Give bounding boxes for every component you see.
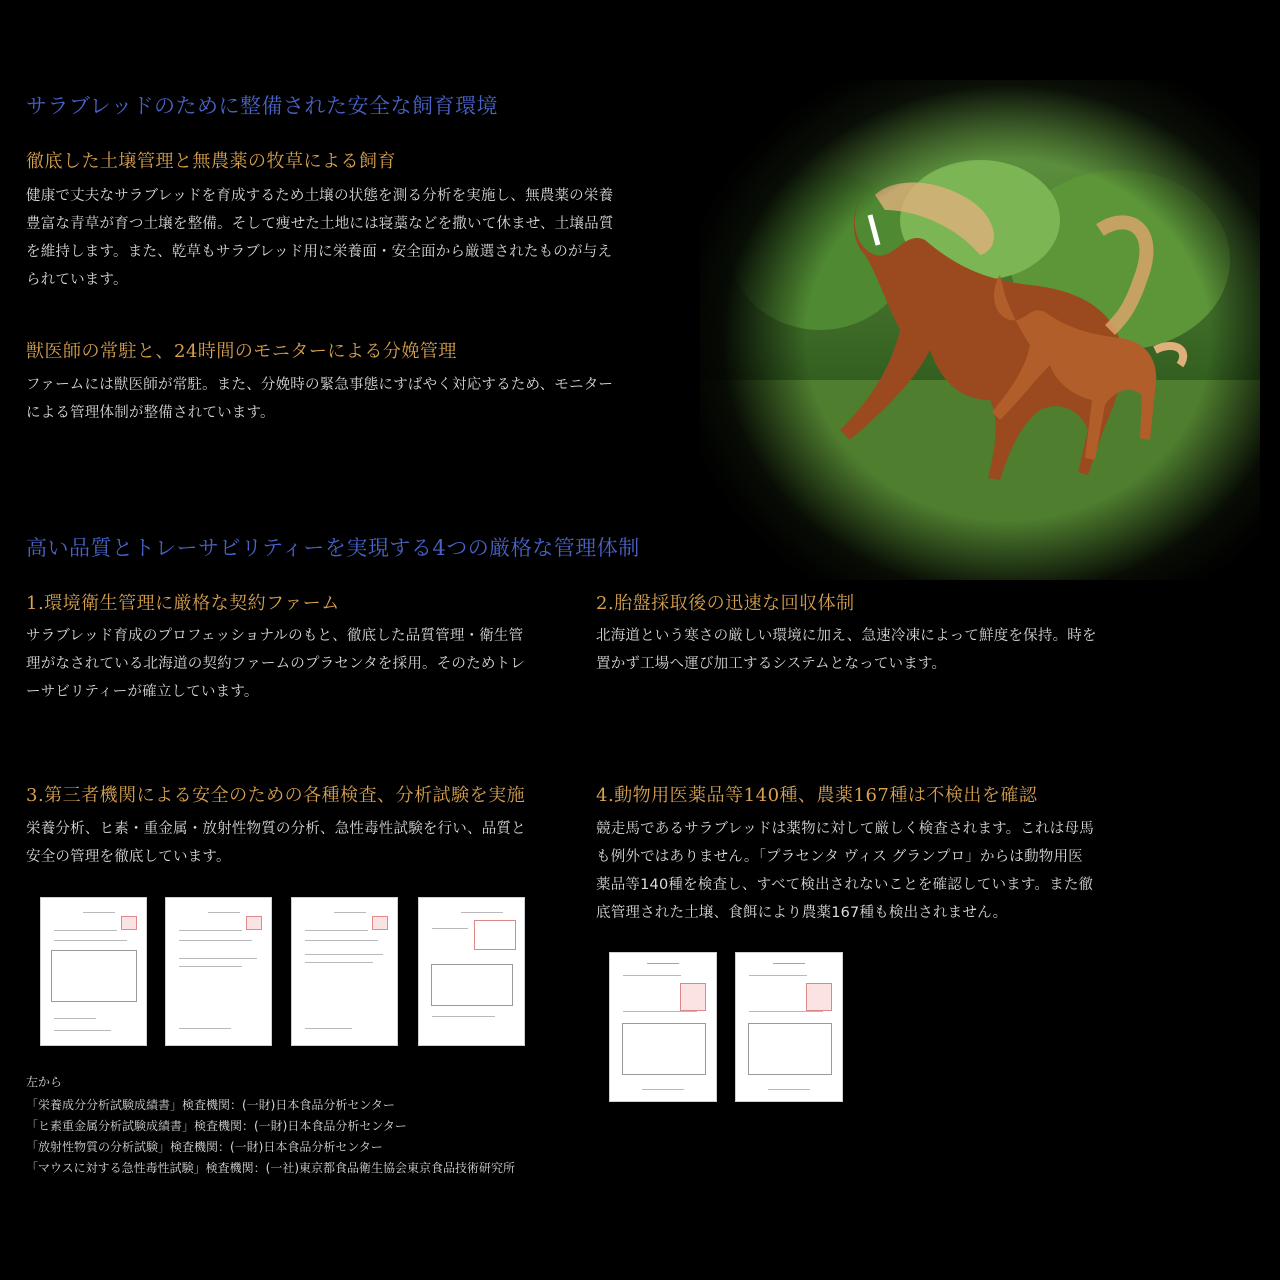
caption-line: 「マウスに対する急性毒性試験」検査機関：(一社)東京都食品衛生協会東京食品技術研究所: [26, 1161, 516, 1175]
text-line: による管理体制が整備されています。: [26, 405, 275, 421]
certificate-toxicity-thumbnail: [419, 898, 524, 1045]
horse-illustration: [700, 80, 1260, 580]
text-line: ファームには獣医師が常駐。また、分娩時の緊急事態にすばやく対応するため、モニター: [26, 377, 614, 393]
certificate-radioactive-thumbnail: [292, 898, 397, 1045]
text-line: 北海道という寒さの厳しい環境に加え、急速冷凍によって鮮度を保持。時を: [596, 628, 1097, 644]
text-line: を維持します。また、乾草もサラブレッド用に栄養面・安全面から厳選されたものが与え: [26, 244, 613, 260]
text-soil-management: [26, 182, 666, 294]
text-line: られています。: [26, 272, 128, 288]
section-title-environment: サラブレッドのために整備された安全な飼育環境: [26, 94, 498, 118]
heading-item-4: 4.動物用医薬品等140種、農薬167種は不検出を確認: [596, 785, 1038, 806]
text-item-3: [26, 815, 586, 871]
certificate-captions: [26, 1072, 626, 1179]
text-item-2: [596, 622, 1156, 678]
text-line: 底管理された土壌、食餌により農薬167種も検出されません。: [596, 905, 1008, 921]
text-line: 栄養分析、ヒ素・重金属・放射性物質の分析、急性毒性試験を行い、品質と: [26, 821, 526, 837]
section-title-quality: 高い品質とトレーサビリティーを実現する4つの厳格な管理体制: [26, 536, 640, 560]
text-vet-monitor: [26, 371, 666, 427]
text-item-4: [596, 815, 1156, 927]
heading-vet-monitor: 獣医師の常駐と、24時間のモニターによる分娩管理: [26, 341, 457, 362]
caption-intro: 左から: [26, 1075, 63, 1089]
text-line: 薬品等140種を検査し、すべて検出されないことを確認しています。また徹: [596, 877, 1094, 893]
text-line: も例外ではありません。「プラセンタ ヴィス グランプロ」からは動物用医: [596, 849, 1083, 865]
text-line: サラブレッド育成のプロフェッショナルのもと、徹底した品質管理・衛生管: [26, 628, 524, 644]
heading-item-1: 1.環境衛生管理に厳格な契約ファーム: [26, 593, 340, 614]
horse-photo: [700, 80, 1260, 580]
text-line: ーサビリティーが確立しています。: [26, 684, 259, 700]
text-line: 競走馬であるサラブレッドは薬物に対して厳しく検査されます。これは母馬: [596, 821, 1094, 837]
certificate-nutrition-thumbnail: [41, 898, 146, 1045]
text-line: 健康で丈夫なサラブレッドを育成するため土壌の状態を測る分析を実施し、無農薬の栄養: [26, 188, 614, 204]
certificate-arsenic-thumbnail: [166, 898, 271, 1045]
text-line: 理がなされている北海道の契約ファームのプラセンタを採用。そのためトレ: [26, 656, 525, 672]
certificate-pesticide-thumbnail: [736, 953, 842, 1101]
text-line: 安全の管理を徹底しています。: [26, 849, 231, 865]
text-item-1: [26, 622, 566, 706]
text-line: 豊富な青草が育つ土壌を整備。そして痩せた土地には寝藁などを撒いて休ませ、土壌品質: [26, 216, 614, 232]
caption-line: 「ヒ素重金属分析試験成績書」検査機関：(一財)日本食品分析センター: [26, 1119, 407, 1133]
text-line: 置かず工場へ運び加工するシステムとなっています。: [596, 656, 947, 672]
heading-item-2: 2.胎盤採取後の迅速な回収体制: [596, 593, 855, 614]
caption-line: 「栄養成分分析試験成績書」検査機関：(一財)日本食品分析センター: [26, 1098, 395, 1112]
caption-line: 「放射性物質の分析試験」検査機関：(一財)日本食品分析センター: [26, 1140, 383, 1154]
heading-item-3: 3.第三者機関による安全のための各種検査、分析試験を実施: [26, 785, 526, 806]
heading-soil-management: 徹底した土壌管理と無農薬の牧草による飼育: [26, 151, 396, 172]
